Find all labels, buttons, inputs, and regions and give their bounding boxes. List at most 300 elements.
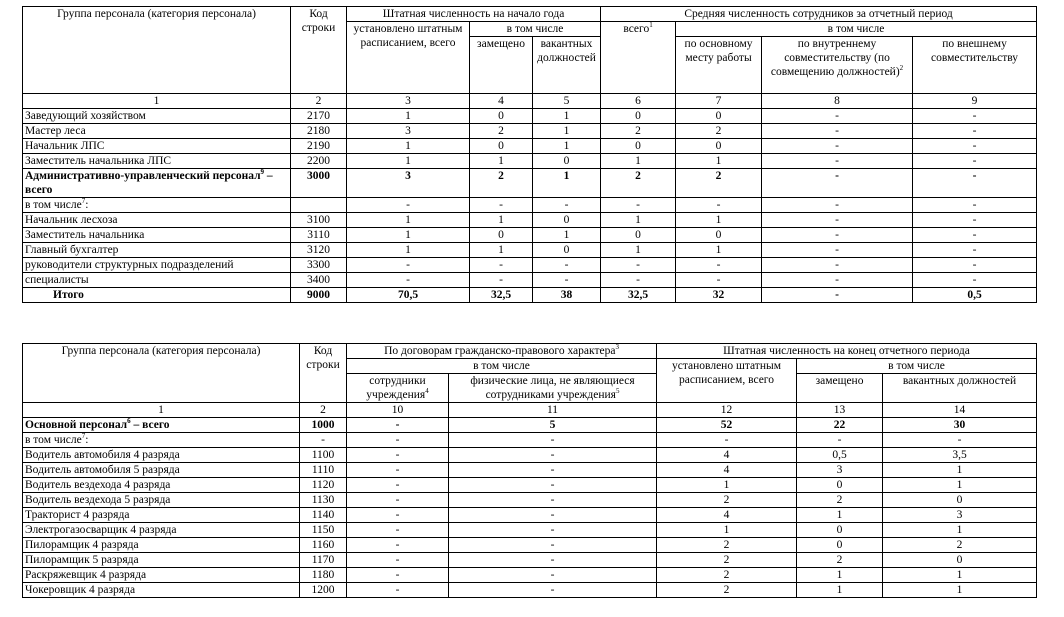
table-row: [23, 169, 1037, 198]
row-value: -: [913, 243, 1037, 258]
row-name: [23, 139, 291, 154]
row-value: 1: [347, 243, 470, 258]
row-name-suffix: :: [85, 199, 89, 211]
column-number: 2: [291, 94, 347, 109]
row-value: -: [533, 198, 601, 213]
row-name-footnote: 9: [260, 168, 265, 177]
row-value: 1: [883, 463, 1037, 478]
column-number: 5: [533, 94, 601, 109]
row-value: 0: [470, 228, 533, 243]
row-name: [23, 478, 300, 493]
table-row: [23, 538, 1037, 553]
header-employees-text: сотрудники учреждения: [366, 375, 426, 401]
row-value: -: [449, 433, 657, 448]
row-value: 2: [657, 493, 797, 508]
column-number: 14: [883, 403, 1037, 418]
header-individuals-text: физические лица, не являющиеся сотрудниками учреждения: [470, 375, 635, 401]
row-value: -: [762, 109, 913, 124]
header-code: Код строки: [291, 7, 347, 94]
row-name: [23, 109, 291, 124]
header-employees: [347, 374, 449, 403]
row-value: 1: [347, 154, 470, 169]
row-value: -: [913, 213, 1037, 228]
row-name-text: Водитель автомобиля 4 разряда: [25, 449, 180, 461]
row-value: -: [449, 538, 657, 553]
row-name: [23, 523, 300, 538]
row-value: 1: [676, 213, 762, 228]
row-code: 1000: [300, 418, 347, 433]
row-code: 1120: [300, 478, 347, 493]
header-internal-footnote: 2: [899, 64, 904, 73]
row-value: 5: [449, 418, 657, 433]
row-value: -: [449, 553, 657, 568]
row-code: 1200: [300, 583, 347, 598]
row-value: 1: [676, 154, 762, 169]
row-value: 2: [470, 124, 533, 139]
row-name-footnote: 7: [81, 432, 86, 441]
header-total: [601, 22, 676, 94]
table-row: [23, 523, 1037, 538]
row-name: [23, 508, 300, 523]
row-value: -: [762, 258, 913, 273]
header-staff-end: Штатная численность на конец отчетного периода: [657, 344, 1037, 359]
row-value: -: [601, 258, 676, 273]
row-value: 2: [657, 553, 797, 568]
row-value: 1: [797, 508, 883, 523]
row-value: -: [347, 583, 449, 598]
column-numbers-row: [23, 94, 1037, 109]
table-row: [23, 493, 1037, 508]
row-value: -: [347, 478, 449, 493]
row-value: -: [913, 228, 1037, 243]
row-value: 3: [347, 124, 470, 139]
header-gpc-footnote: 3: [615, 343, 619, 352]
header-code: Код строки: [300, 344, 347, 403]
row-value: 1: [601, 154, 676, 169]
row-name: [23, 124, 291, 139]
column-numbers-row: [23, 403, 1037, 418]
row-value: 1: [883, 568, 1037, 583]
row-value: -: [762, 154, 913, 169]
row-value: -: [347, 418, 449, 433]
row-value: -: [347, 493, 449, 508]
row-name: [23, 583, 300, 598]
row-value: -: [347, 508, 449, 523]
column-number: 1: [23, 403, 300, 418]
row-name: [23, 448, 300, 463]
row-value: 2: [797, 553, 883, 568]
row-value: 1: [347, 228, 470, 243]
row-value: -: [762, 198, 913, 213]
row-value: 1: [533, 124, 601, 139]
row-name: [23, 273, 291, 288]
row-value: -: [762, 273, 913, 288]
header-group: Группа персонала (категория персонала): [23, 344, 300, 403]
row-code: 1170: [300, 553, 347, 568]
row-value: 2: [657, 538, 797, 553]
row-code: 3000: [291, 169, 347, 198]
row-name-text: Мастер леса: [25, 125, 86, 137]
table-row: [23, 583, 1037, 598]
row-value: -: [449, 583, 657, 598]
row-name: [23, 418, 300, 433]
row-name-suffix: – всего: [130, 419, 170, 431]
row-name-suffix: – всего: [25, 170, 273, 196]
row-value: -: [347, 198, 470, 213]
row-value: -: [470, 273, 533, 288]
row-name-text: Пилорамщик 5 разряда: [25, 554, 139, 566]
header-gpc-text: По договорам гражданско-правового характера: [384, 345, 616, 357]
row-name: [23, 463, 300, 478]
row-code: 3400: [291, 273, 347, 288]
row-code: 1140: [300, 508, 347, 523]
row-value: 30: [883, 418, 1037, 433]
row-value: 0: [470, 139, 533, 154]
row-value: -: [762, 228, 913, 243]
row-value: 1: [533, 228, 601, 243]
row-value: 2: [797, 493, 883, 508]
column-number: 2: [300, 403, 347, 418]
column-number: 3: [347, 94, 470, 109]
row-value: 2: [657, 568, 797, 583]
table-row: [23, 213, 1037, 228]
row-value: -: [913, 169, 1037, 198]
row-name-suffix: :: [85, 434, 89, 446]
row-value: -: [347, 568, 449, 583]
row-value: 0: [533, 213, 601, 228]
row-value: 0: [470, 109, 533, 124]
row-value: 52: [657, 418, 797, 433]
row-name: [23, 213, 291, 228]
header-total-text: всего: [623, 23, 650, 35]
row-value: 1: [347, 139, 470, 154]
row-value: -: [913, 139, 1037, 154]
row-value: 2: [601, 124, 676, 139]
row-value: -: [762, 288, 913, 303]
table-row: [23, 478, 1037, 493]
row-value: 0,5: [797, 448, 883, 463]
table-row: [23, 154, 1037, 169]
row-value: -: [797, 433, 883, 448]
column-number: 4: [470, 94, 533, 109]
row-name: [23, 243, 291, 258]
row-name-text: в том числе: [25, 199, 82, 211]
row-value: -: [913, 273, 1037, 288]
row-name: [23, 493, 300, 508]
row-value: -: [883, 433, 1037, 448]
table-row: [23, 139, 1037, 154]
row-name: [23, 154, 291, 169]
row-value: 0: [676, 109, 762, 124]
row-value: -: [470, 198, 533, 213]
staff-table-end-of-period: [22, 343, 1037, 598]
row-name-text: Электрогазосварщик 4 разряда: [25, 524, 177, 536]
row-value: -: [449, 493, 657, 508]
row-name-text: Основной персонал: [25, 419, 128, 431]
header-including: в том числе: [347, 359, 657, 374]
row-name-text: в том числе: [25, 434, 82, 446]
row-value: 1: [657, 478, 797, 493]
row-value: -: [347, 463, 449, 478]
row-value: 1: [533, 139, 601, 154]
row-value: 22: [797, 418, 883, 433]
row-value: 0: [601, 109, 676, 124]
row-value: 0: [676, 228, 762, 243]
row-code: 1180: [300, 568, 347, 583]
row-value: 2: [601, 169, 676, 198]
row-value: 1: [797, 568, 883, 583]
row-value: -: [470, 258, 533, 273]
row-value: 0: [797, 538, 883, 553]
row-value: 0,5: [913, 288, 1037, 303]
row-name-text: Заведующий хозяйством: [25, 110, 146, 122]
row-code: 1160: [300, 538, 347, 553]
row-value: 32,5: [470, 288, 533, 303]
header-total-footnote: 1: [649, 21, 653, 30]
row-name-text: Итого: [53, 289, 84, 301]
row-name-text: Заместитель начальника ЛПС: [25, 155, 172, 167]
row-value: 0: [533, 243, 601, 258]
header-main-place: по основному месту работы: [676, 37, 762, 94]
row-value: 0: [883, 553, 1037, 568]
header-external: по внешнему совместительству: [913, 37, 1037, 94]
header-internal: [762, 37, 913, 94]
column-number: 8: [762, 94, 913, 109]
header-group: Группа персонала (категория персонала): [23, 7, 291, 94]
row-value: -: [657, 433, 797, 448]
row-value: 70,5: [347, 288, 470, 303]
row-name-text: специалисты: [25, 274, 89, 286]
column-number: 12: [657, 403, 797, 418]
row-value: 0: [601, 228, 676, 243]
row-value: 2: [676, 124, 762, 139]
row-value: 1: [347, 213, 470, 228]
row-code: 3300: [291, 258, 347, 273]
row-value: 4: [657, 463, 797, 478]
row-code: 1100: [300, 448, 347, 463]
row-value: -: [676, 258, 762, 273]
column-number: 13: [797, 403, 883, 418]
row-value: -: [913, 154, 1037, 169]
table-row: [23, 418, 1037, 433]
row-value: 1: [470, 213, 533, 228]
row-value: 0: [676, 139, 762, 154]
row-value: 3: [347, 169, 470, 198]
column-number: 11: [449, 403, 657, 418]
row-name: [23, 288, 291, 303]
row-value: -: [347, 433, 449, 448]
row-code: 2170: [291, 109, 347, 124]
table-row: [23, 463, 1037, 478]
row-value: -: [762, 213, 913, 228]
row-value: -: [913, 124, 1037, 139]
row-name-text: Раскряжевщик 4 разряда: [25, 569, 147, 581]
row-name-text: Пилорамщик 4 разряда: [25, 539, 139, 551]
row-value: 0: [533, 154, 601, 169]
row-value: 1: [470, 154, 533, 169]
row-value: 1: [533, 169, 601, 198]
row-code: 1150: [300, 523, 347, 538]
row-code: 2180: [291, 124, 347, 139]
column-number: 6: [601, 94, 676, 109]
column-number: 7: [676, 94, 762, 109]
row-value: 1: [676, 243, 762, 258]
row-value: -: [762, 243, 913, 258]
row-value: -: [913, 258, 1037, 273]
row-name-footnote: 7: [81, 197, 86, 206]
table-row: [23, 228, 1037, 243]
row-value: -: [762, 169, 913, 198]
row-value: -: [449, 568, 657, 583]
column-number: 9: [913, 94, 1037, 109]
row-name: [23, 553, 300, 568]
row-value: 1: [883, 583, 1037, 598]
row-value: -: [762, 124, 913, 139]
header-internal-text: по внутреннему совместительству (по совмещению должностей): [770, 38, 900, 78]
row-value: 4: [657, 508, 797, 523]
row-value: 4: [657, 448, 797, 463]
header-average: Средняя численность сотрудников за отчетный период: [601, 7, 1037, 22]
row-value: -: [347, 538, 449, 553]
row-value: 1: [657, 523, 797, 538]
column-number: 1: [23, 94, 291, 109]
row-value: 1: [347, 109, 470, 124]
row-value: 1: [601, 213, 676, 228]
row-name: [23, 169, 291, 198]
row-value: 0: [797, 523, 883, 538]
row-value: -: [913, 198, 1037, 213]
row-value: 1: [601, 243, 676, 258]
row-value: -: [347, 553, 449, 568]
row-value: -: [449, 523, 657, 538]
row-value: -: [347, 258, 470, 273]
staff-table-start-of-year: [22, 6, 1037, 303]
header-individuals-footnote: 5: [615, 387, 620, 396]
row-code: [291, 198, 347, 213]
header-established: установлено штатным расписанием, всего: [657, 359, 797, 403]
header-employees-footnote: 4: [425, 387, 429, 396]
row-code: 3110: [291, 228, 347, 243]
row-name: [23, 198, 291, 213]
row-name: [23, 433, 300, 448]
header-filled: замещено: [470, 37, 533, 94]
row-code: 9000: [291, 288, 347, 303]
row-name: [23, 258, 291, 273]
header-established: установлено штатным расписанием, всего: [347, 22, 470, 94]
row-value: -: [676, 198, 762, 213]
table-row: [23, 198, 1037, 213]
header-including: в том числе: [470, 22, 601, 37]
row-name-text: Водитель автомобиля 5 разряда: [25, 464, 180, 476]
row-value: -: [347, 273, 470, 288]
row-code: 2190: [291, 139, 347, 154]
row-value: 32: [676, 288, 762, 303]
row-value: -: [449, 508, 657, 523]
table-row: [23, 433, 1037, 448]
row-name-text: руководители структурных подразделений: [25, 259, 234, 271]
header-including-2: в том числе: [797, 359, 1037, 374]
row-code: 2200: [291, 154, 347, 169]
header-staff-start: Штатная численность на начало года: [347, 7, 601, 22]
row-value: -: [601, 273, 676, 288]
row-value: 0: [797, 478, 883, 493]
row-value: -: [533, 258, 601, 273]
row-code: 3120: [291, 243, 347, 258]
row-value: 32,5: [601, 288, 676, 303]
table-row: [23, 273, 1037, 288]
row-value: -: [449, 478, 657, 493]
row-value: 2: [657, 583, 797, 598]
table-row: [23, 124, 1037, 139]
column-number: 10: [347, 403, 449, 418]
table-row: [23, 258, 1037, 273]
row-name-text: Заместитель начальника: [25, 229, 145, 241]
row-value: -: [762, 139, 913, 154]
row-name: [23, 538, 300, 553]
row-value: 0: [883, 493, 1037, 508]
row-code: 1110: [300, 463, 347, 478]
table-row: [23, 508, 1037, 523]
row-name-text: Начальник лесхоза: [25, 214, 118, 226]
row-name-text: Чокеровщик 4 разряда: [25, 584, 136, 596]
row-value: 3,5: [883, 448, 1037, 463]
table-row: [23, 288, 1037, 303]
row-value: 38: [533, 288, 601, 303]
row-value: 2: [470, 169, 533, 198]
row-name-text: Водитель вездехода 4 разряда: [25, 479, 171, 491]
row-name-text: Административно-управленческий персонал: [25, 170, 261, 182]
row-name: [23, 228, 291, 243]
table-row: [23, 568, 1037, 583]
row-value: -: [347, 523, 449, 538]
row-value: -: [601, 198, 676, 213]
row-name-footnote: 6: [127, 417, 131, 426]
row-value: -: [913, 109, 1037, 124]
row-name-text: Тракторист 4 разряда: [25, 509, 130, 521]
row-name-text: Водитель вездехода 5 разряда: [25, 494, 171, 506]
row-value: -: [676, 273, 762, 288]
row-name-text: Начальник ЛПС: [25, 140, 105, 152]
table-row: [23, 243, 1037, 258]
row-value: 1: [533, 109, 601, 124]
row-value: 3: [797, 463, 883, 478]
header-individuals: [449, 374, 657, 403]
row-value: 1: [470, 243, 533, 258]
row-value: 1: [883, 478, 1037, 493]
header-vacant: вакантных должностей: [883, 374, 1037, 403]
header-filled: замещено: [797, 374, 883, 403]
row-value: -: [533, 273, 601, 288]
header-gpc-contracts: [347, 344, 657, 359]
row-code: 1130: [300, 493, 347, 508]
row-value: 1: [797, 583, 883, 598]
row-value: 2: [883, 538, 1037, 553]
header-vacant: вакантных должностей: [533, 37, 601, 94]
row-value: 0: [601, 139, 676, 154]
row-code: 3100: [291, 213, 347, 228]
table-row: [23, 553, 1037, 568]
header-including-2: в том числе: [676, 22, 1037, 37]
row-value: -: [449, 463, 657, 478]
row-value: -: [347, 448, 449, 463]
row-value: -: [449, 448, 657, 463]
table-row: [23, 109, 1037, 124]
row-name-text: Главный бухгалтер: [25, 244, 119, 256]
row-value: 1: [883, 523, 1037, 538]
table-row: [23, 448, 1037, 463]
row-value: 3: [883, 508, 1037, 523]
row-value: 2: [676, 169, 762, 198]
